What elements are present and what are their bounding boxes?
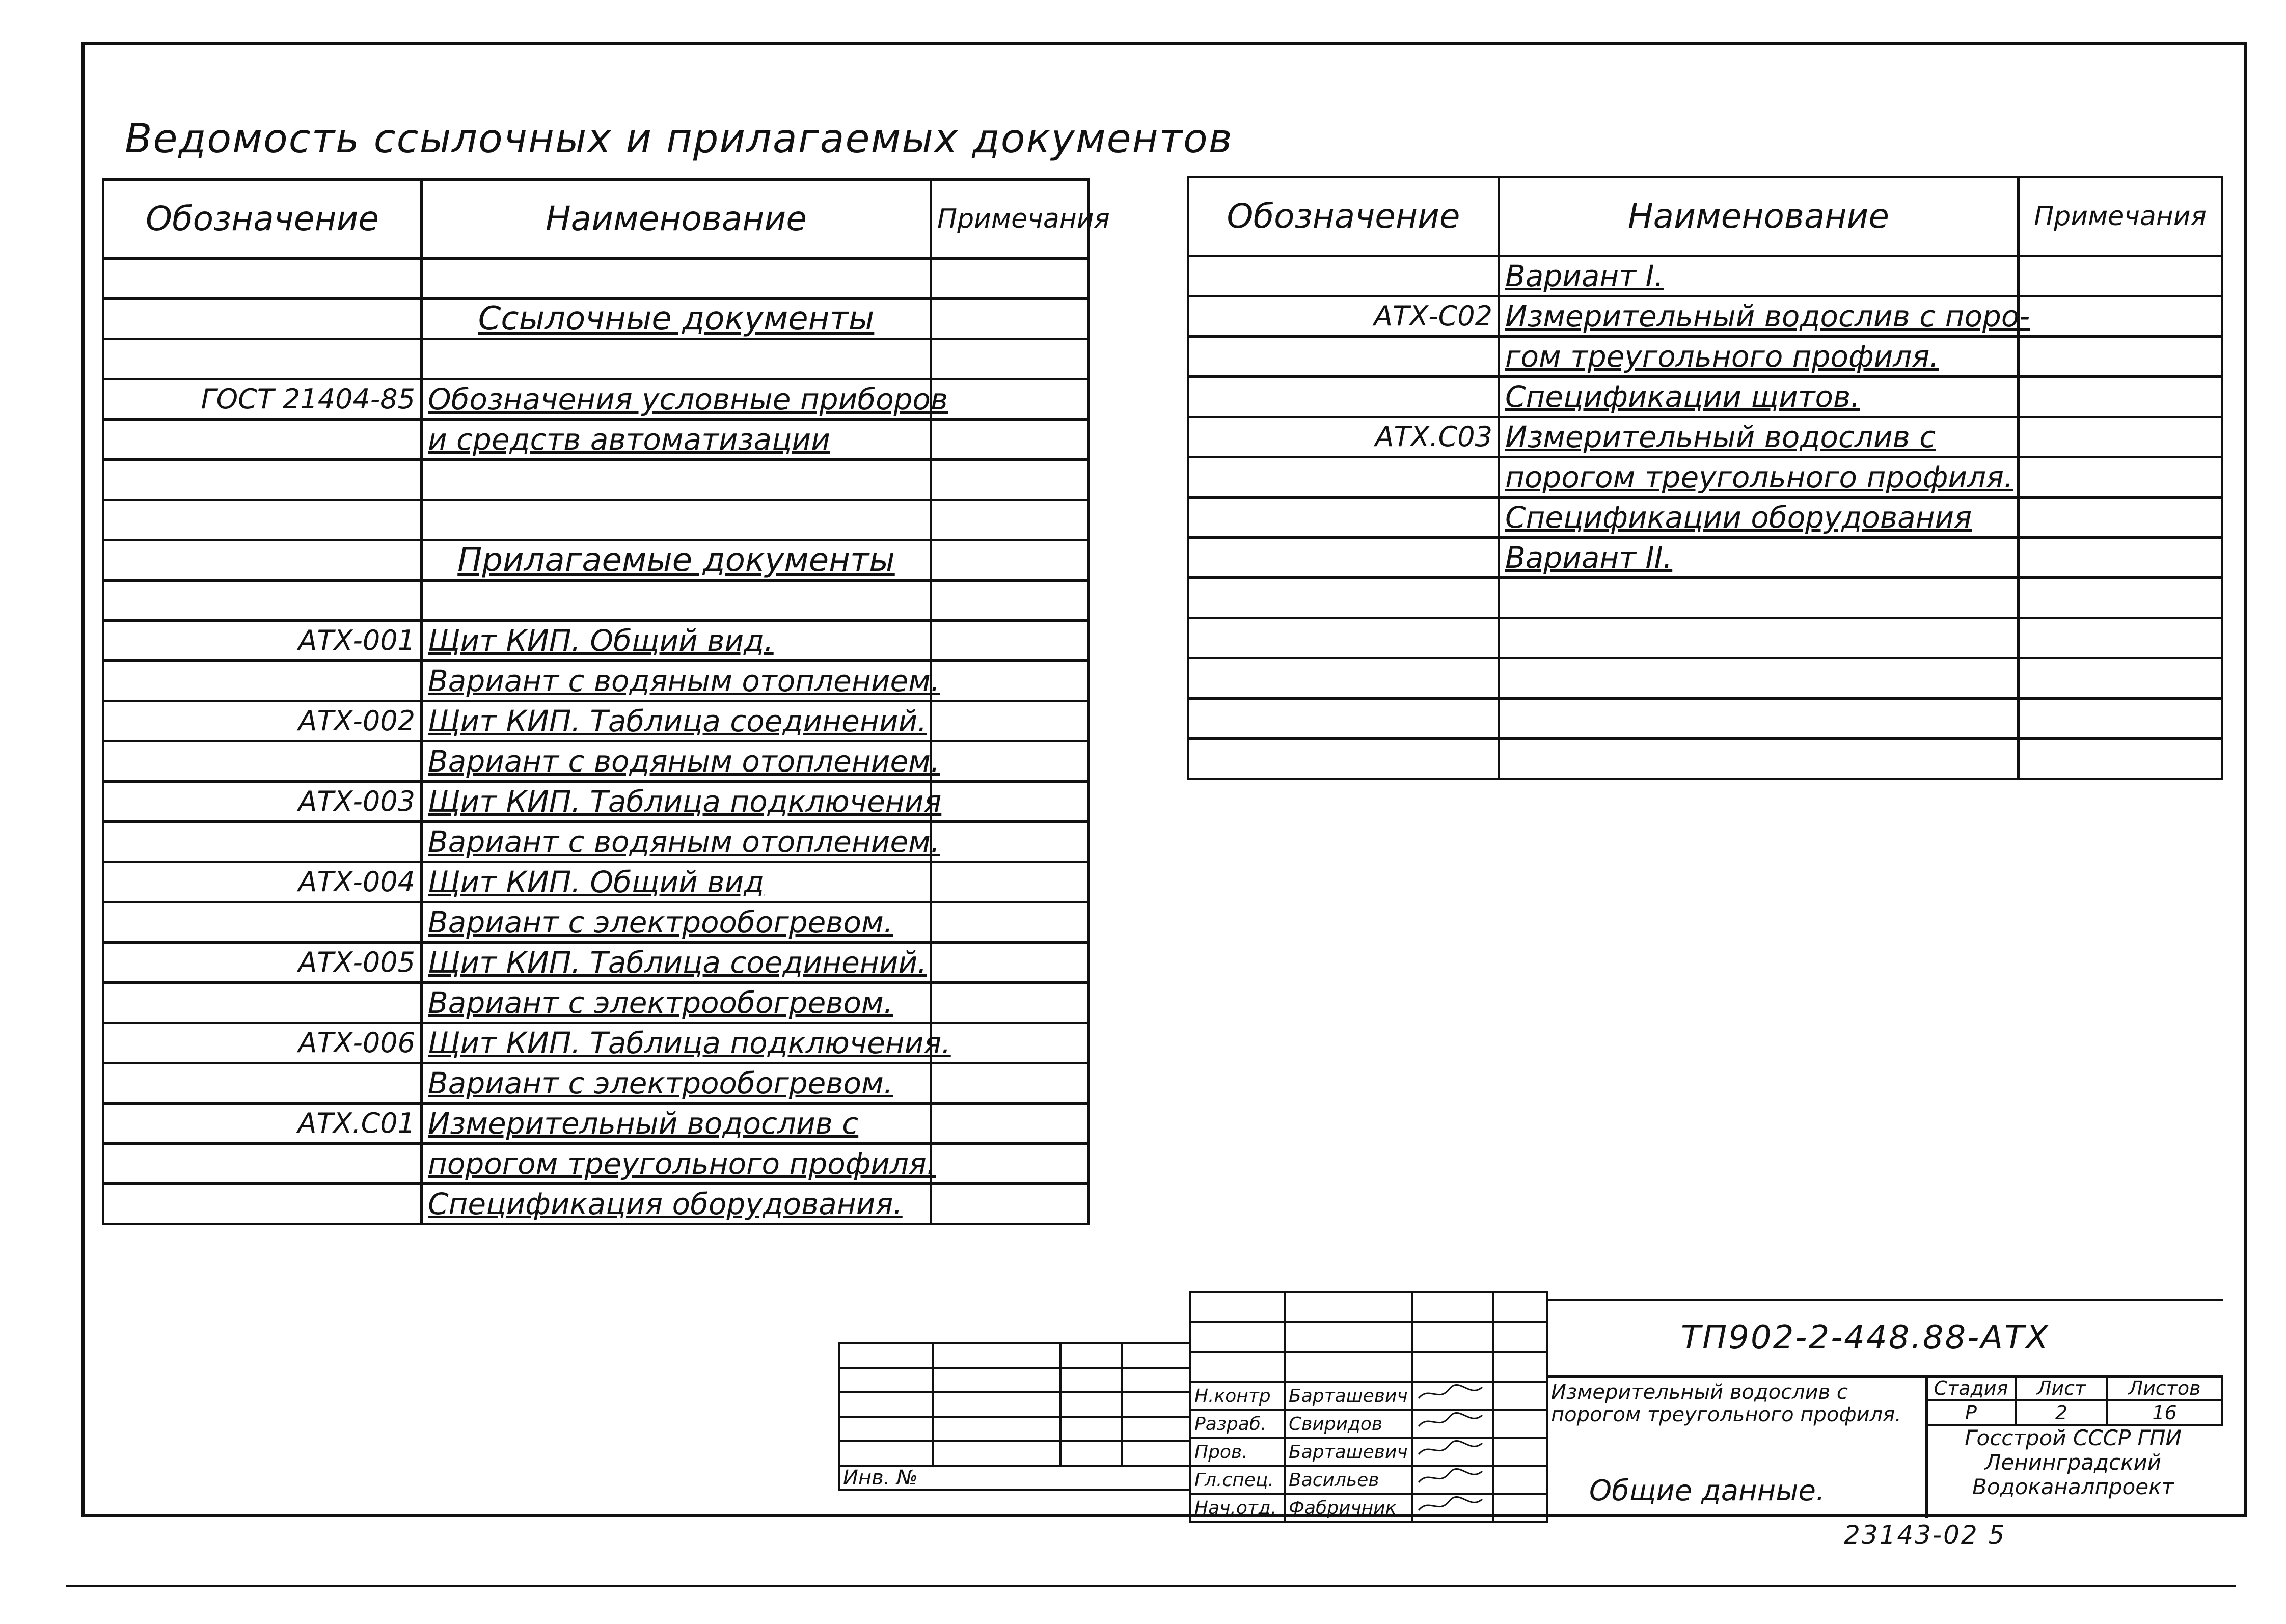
signature-scribble [1416,1383,1487,1403]
name-cell: Вариант с электрообогревом. [422,902,931,943]
name-cell: и средств автоматизации [422,420,931,460]
table-row [103,500,1089,540]
name-cell [1499,739,2019,779]
notes-cell [2019,256,2222,296]
notes-cell [931,862,1089,902]
signature-scribble [1416,1467,1487,1488]
name-cell: Вариант с электрообогревом. [422,983,931,1023]
signature-row [1190,1382,1547,1410]
section-heading: Ссылочные документы [422,299,931,339]
designation-cell [103,420,422,460]
designation-cell [103,1063,422,1104]
notes-cell [2019,658,2222,699]
designation-cell [103,540,422,581]
date-cell [1493,1466,1547,1494]
designation-cell [103,259,422,299]
name-cell [422,339,931,379]
header-designation: Обозначение [1188,177,1499,256]
designation-cell [1188,457,1499,498]
name-cell: Вариант с водяным отоплением. [422,822,931,862]
signature-row [1190,1410,1547,1438]
table-row [103,1144,1089,1184]
name-cell: Вариант с водяным отоплением. [422,661,931,701]
signature-cell [1412,1466,1493,1494]
stage-grid [1925,1375,2223,1426]
notes-cell [2019,498,2222,538]
table-row [1188,538,2222,578]
designation-cell [1188,337,1499,377]
designation-cell [103,822,422,862]
designation-cell [103,460,422,500]
signature-grid [1189,1291,1548,1523]
name-cell: Измерительный водослив с [422,1104,931,1144]
notes-cell [931,420,1089,460]
table-row [103,621,1089,661]
designation-cell [103,661,422,701]
name-cell: Спецификации оборудования [1499,498,2019,538]
table-row [103,862,1089,902]
designation-cell [1188,618,1499,658]
notes-cell [931,822,1089,862]
signature-scribble [1416,1495,1487,1516]
table-row [103,943,1089,983]
role-cell: Пров. [1190,1438,1285,1466]
date-cell [1493,1410,1547,1438]
designation-cell [1188,578,1499,618]
table-row [1188,457,2222,498]
object-title [1551,1381,1925,1426]
table-row [1188,739,2222,779]
header-name: Наименование [1499,177,2019,256]
notes-cell [931,1184,1089,1224]
notes-cell [931,460,1089,500]
table-row [103,983,1089,1023]
signature-cell [1412,1494,1493,1522]
designation-cell [1188,538,1499,578]
name-cell [1499,658,2019,699]
table-row [103,420,1089,460]
table-row [103,741,1089,782]
designation-cell [103,902,422,943]
table-row [1188,256,2222,296]
name-cell: Измерительный водослив с [1499,417,2019,457]
section-heading: Прилагаемые документы [422,540,931,581]
stage-label: Стадия [1926,1376,2016,1400]
signature-row [1190,1466,1547,1494]
person-name-cell: Васильев [1285,1466,1412,1494]
table-row [103,460,1089,500]
notes-cell [931,621,1089,661]
signature-scribble [1416,1411,1487,1432]
name-cell: Обозначения условные приборов [422,379,931,420]
name-cell: Вариант с электрообогревом. [422,1063,931,1104]
sheet-title: Общие данные. [1589,1474,1825,1507]
notes-cell [931,540,1089,581]
designation-cell: АТХ-001 [103,621,422,661]
designation-cell [103,741,422,782]
sheet-value: 2 [2016,1400,2107,1425]
person-name-cell: Барташевич [1285,1382,1412,1410]
designation-cell [1188,377,1499,417]
name-cell: Вариант II. [1499,538,2019,578]
notes-cell [931,379,1089,420]
notes-cell [931,259,1089,299]
notes-cell [931,581,1089,621]
notes-cell [2019,417,2222,457]
designation-cell [103,500,422,540]
name-cell: Вариант I. [1499,256,2019,296]
notes-cell [2019,296,2222,337]
table-row [103,782,1089,822]
designation-cell [103,983,422,1023]
stage-value: Р [1926,1400,2016,1425]
notes-cell [2019,739,2222,779]
name-cell: Щит КИП. Таблица соединений. [422,701,931,741]
table-row [1188,296,2222,337]
header-name: Наименование [422,180,931,259]
designation-cell [103,339,422,379]
person-name-cell: Свиридов [1285,1410,1412,1438]
name-cell [1499,618,2019,658]
table-row [1188,578,2222,618]
designation-cell: АТХ.С03 [1188,417,1499,457]
name-cell: порогом треугольного профиля. [1499,457,2019,498]
name-cell [422,460,931,500]
notes-cell [2019,699,2222,739]
table-row [103,581,1089,621]
header-notes: Примечания [931,180,1089,259]
date-cell [1493,1382,1547,1410]
table-row [103,822,1089,862]
designation-cell [1188,498,1499,538]
table-row [103,661,1089,701]
bottom-rule [66,1585,2236,1587]
notes-cell [931,661,1089,701]
notes-cell [2019,538,2222,578]
table-row [1188,377,2222,417]
notes-cell [931,741,1089,782]
name-cell [422,581,931,621]
designation-cell: АТХ-С02 [1188,296,1499,337]
notes-cell [2019,578,2222,618]
table-header-row [1188,177,2222,256]
name-cell [422,259,931,299]
table-row [1188,498,2222,538]
name-cell: гом треугольного профиля. [1499,337,2019,377]
notes-cell [931,1023,1089,1063]
notes-cell [2019,377,2222,417]
signature-scribble [1416,1439,1487,1460]
right-documents-table [1187,176,2223,780]
designation-cell [103,1144,422,1184]
table-row [103,1023,1089,1063]
table-row [103,540,1089,581]
designation-cell [1188,699,1499,739]
sheets-value: 16 [2107,1400,2222,1425]
name-cell: Щит КИП. Таблица соединений. [422,943,931,983]
page-title: Ведомость ссылочных и прилагаемых документов [125,116,1233,162]
table-row [103,1104,1089,1144]
name-cell: Вариант с водяным отоплением. [422,741,931,782]
revision-grid [838,1342,1191,1491]
signature-cell [1412,1382,1493,1410]
table-row [103,259,1089,299]
role-cell: Разраб. [1190,1410,1285,1438]
table-row [1188,699,2222,739]
table-row [103,1184,1089,1224]
table-row [1188,337,2222,377]
signature-cell [1412,1438,1493,1466]
sheet-label: Лист [2016,1376,2107,1400]
archive-number: 23143-02 5 [1844,1520,2006,1550]
date-cell [1493,1438,1547,1466]
organization [1930,1426,2216,1499]
role-cell: Гл.спец. [1190,1466,1285,1494]
designation-cell [103,1184,422,1224]
table-row [1188,618,2222,658]
header-designation: Обозначение [103,180,422,259]
role-cell: Нач.отд. [1190,1494,1285,1522]
organization-text: Госстрой СССР ГПИ Ленинградский Водоканалпроект [1965,1425,2182,1499]
notes-cell [931,299,1089,339]
table-row [103,701,1089,741]
notes-cell [2019,457,2222,498]
left-documents-table [102,178,1110,1225]
designation-cell [1188,658,1499,699]
table-row [103,339,1089,379]
table-row [1188,417,2222,457]
person-name-cell: Фабричник [1285,1494,1412,1522]
name-cell: Щит КИП. Общий вид. [422,621,931,661]
name-cell [422,500,931,540]
document-code: ТП902-2-448.88-АТХ [1681,1319,2050,1357]
designation-cell [103,581,422,621]
designation-cell: АТХ.С01 [103,1104,422,1144]
signature-row [1190,1494,1547,1522]
name-cell [1499,699,2019,739]
signature-row [1190,1438,1547,1466]
sheets-label: Листов [2107,1376,2222,1400]
name-cell: порогом треугольного профиля. [422,1144,931,1184]
name-cell: Измерительный водослив с поро- [1499,296,2019,337]
designation-cell [1188,739,1499,779]
notes-cell [2019,337,2222,377]
designation-cell: АТХ-006 [103,1023,422,1063]
designation-cell: ГОСТ 21404-85 [103,379,422,420]
designation-cell [103,299,422,339]
notes-cell [931,1104,1089,1144]
designation-cell [1188,256,1499,296]
table-row [103,299,1089,339]
name-cell: Спецификация оборудования. [422,1184,931,1224]
table-row [103,379,1089,420]
name-cell: Щит КИП. Таблица подключения. [422,1023,931,1063]
designation-cell: АТХ-003 [103,782,422,822]
person-name-cell: Барташевич [1285,1438,1412,1466]
notes-cell [931,701,1089,741]
designation-cell: АТХ-005 [103,943,422,983]
signature-cell [1412,1410,1493,1438]
notes-cell [931,902,1089,943]
table-row [103,1063,1089,1104]
notes-cell [931,782,1089,822]
designation-cell: АТХ-002 [103,701,422,741]
name-cell [1499,578,2019,618]
notes-cell [931,943,1089,983]
designation-cell: АТХ-004 [103,862,422,902]
notes-cell [931,339,1089,379]
header-notes: Примечания [2019,177,2222,256]
inventory-number-label: Инв. № [839,1466,1190,1490]
notes-cell [2019,618,2222,658]
notes-cell [931,1144,1089,1184]
name-cell: Спецификации щитов. [1499,377,2019,417]
object-title-text: Измерительный водослив с порогом треугольного профиля. [1551,1381,1901,1426]
table-row [103,902,1089,943]
table-row [1188,658,2222,699]
role-cell: Н.контр [1190,1382,1285,1410]
name-cell: Щит КИП. Общий вид [422,862,931,902]
notes-cell [931,1063,1089,1104]
name-cell: Щит КИП. Таблица подключения [422,782,931,822]
date-cell [1493,1494,1547,1522]
notes-cell [931,983,1089,1023]
notes-cell [931,500,1089,540]
table-header-row [103,180,1089,259]
